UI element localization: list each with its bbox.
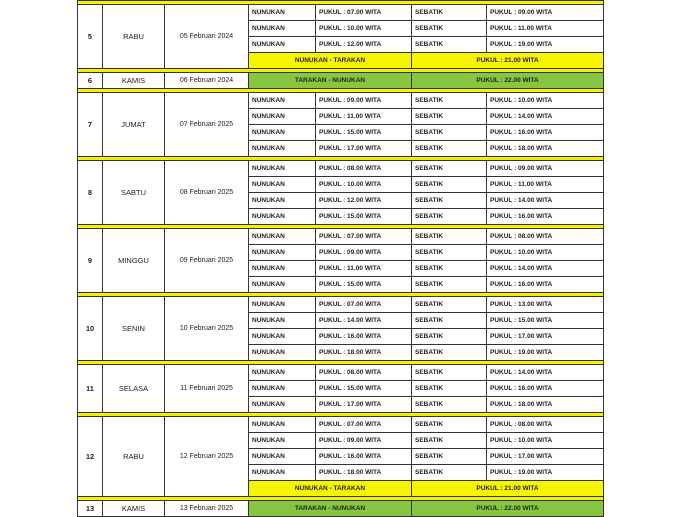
- day-date: 05 Februari 2024: [165, 5, 249, 69]
- departure-time: PUKUL : 09.00 WITA: [316, 433, 412, 449]
- day-name: RABU: [103, 417, 165, 497]
- return-origin: SEBATIK: [412, 313, 487, 329]
- return-time: PUKUL : 10.00 WITA: [487, 245, 604, 261]
- departure-time: PUKUL : 18.00 WITA: [316, 465, 412, 481]
- departure-origin: NUNUKAN: [249, 449, 316, 465]
- day-name: MINGGU: [103, 229, 165, 293]
- day-name: JUMAT: [103, 93, 165, 157]
- departure-origin: NUNUKAN: [249, 37, 316, 53]
- return-time: PUKUL : 11.00 WITA: [487, 177, 604, 193]
- route-banner: NUNUKAN - TARAKAN: [249, 481, 412, 497]
- departure-origin: NUNUKAN: [249, 21, 316, 37]
- return-time: PUKUL : 16.00 WITA: [487, 381, 604, 397]
- schedule-row: [78, 161, 604, 177]
- return-origin: SEBATIK: [412, 109, 487, 125]
- return-time: PUKUL : 08.00 WITA: [487, 229, 604, 245]
- schedule-row: [78, 297, 604, 313]
- departure-time: PUKUL : 15.00 WITA: [316, 125, 412, 141]
- return-origin: SEBATIK: [412, 365, 487, 381]
- departure-origin: NUNUKAN: [249, 261, 316, 277]
- day-date: 07 Februari 2025: [165, 93, 249, 157]
- departure-time: PUKUL : 07.00 WITA: [316, 297, 412, 313]
- day-date: 09 Februari 2025: [165, 229, 249, 293]
- return-origin: SEBATIK: [412, 417, 487, 433]
- departure-origin: NUNUKAN: [249, 417, 316, 433]
- departure-time: PUKUL : 11.00 WITA: [316, 109, 412, 125]
- day-date: 08 Februari 2025: [165, 161, 249, 225]
- return-origin: SEBATIK: [412, 193, 487, 209]
- departure-time: PUKUL : 11.00 WITA: [316, 261, 412, 277]
- departure-time: PUKUL : 17.00 WITA: [316, 141, 412, 157]
- return-origin: SEBATIK: [412, 141, 487, 157]
- departure-origin: NUNUKAN: [249, 5, 316, 21]
- departure-time: PUKUL : 09.00 WITA: [316, 93, 412, 109]
- return-origin: SEBATIK: [412, 93, 487, 109]
- departure-origin: NUNUKAN: [249, 433, 316, 449]
- departure-time: PUKUL : 10.00 WITA: [316, 21, 412, 37]
- departure-time: PUKUL : 18.00 WITA: [316, 345, 412, 361]
- return-time: PUKUL : 16.00 WITA: [487, 209, 604, 225]
- return-time: PUKUL : 08.00 WITA: [487, 417, 604, 433]
- departure-origin: NUNUKAN: [249, 313, 316, 329]
- schedule-row: [78, 93, 604, 109]
- return-origin: SEBATIK: [412, 449, 487, 465]
- return-origin: SEBATIK: [412, 5, 487, 21]
- day-number: 9: [78, 229, 103, 293]
- return-time: PUKUL : 14.00 WITA: [487, 109, 604, 125]
- return-origin: SEBATIK: [412, 345, 487, 361]
- day-name: KAMIS: [103, 501, 165, 517]
- departure-origin: NUNUKAN: [249, 345, 316, 361]
- return-time: PUKUL : 16.00 WITA: [487, 125, 604, 141]
- day-name: RABU: [103, 5, 165, 69]
- return-time: PUKUL : 17.00 WITA: [487, 449, 604, 465]
- return-time: PUKUL : 18.00 WITA: [487, 141, 604, 157]
- return-origin: SEBATIK: [412, 125, 487, 141]
- return-origin: SEBATIK: [412, 261, 487, 277]
- route-time-banner: PUKUL : 21.00 WITA: [412, 481, 604, 497]
- route-time-banner: PUKUL : 21.00 WITA: [412, 53, 604, 69]
- departure-time: PUKUL : 07.00 WITA: [316, 229, 412, 245]
- schedule-row: [78, 5, 604, 21]
- departure-origin: NUNUKAN: [249, 297, 316, 313]
- return-time: PUKUL : 14.00 WITA: [487, 261, 604, 277]
- return-time: PUKUL : 10.00 WITA: [487, 433, 604, 449]
- day-date: 06 Februari 2024: [165, 73, 249, 89]
- return-time: PUKUL : 10.00 WITA: [487, 93, 604, 109]
- day-number: 5: [78, 5, 103, 69]
- schedule-row: [78, 229, 604, 245]
- day-name: KAMIS: [103, 73, 165, 89]
- return-time: PUKUL : 19.00 WITA: [487, 465, 604, 481]
- departure-origin: NUNUKAN: [249, 193, 316, 209]
- departure-origin: NUNUKAN: [249, 125, 316, 141]
- return-time: PUKUL : 14.00 WITA: [487, 365, 604, 381]
- day-number: 6: [78, 73, 103, 89]
- schedule-day-row-cutoff: [78, 501, 604, 517]
- departure-time: PUKUL : 12.00 WITA: [316, 193, 412, 209]
- return-time: PUKUL : 19.00 WITA: [487, 345, 604, 361]
- schedule-row: [78, 365, 604, 381]
- departure-origin: NUNUKAN: [249, 109, 316, 125]
- departure-time: PUKUL : 15.00 WITA: [316, 277, 412, 293]
- departure-time: PUKUL : 08.00 WITA: [316, 365, 412, 381]
- day-number: 13: [78, 501, 103, 517]
- day-name: SABTU: [103, 161, 165, 225]
- day-number: 7: [78, 93, 103, 157]
- departure-time: PUKUL : 07.00 WITA: [316, 5, 412, 21]
- return-time: PUKUL : 17.00 WITA: [487, 329, 604, 345]
- schedule-day-row: [78, 73, 604, 89]
- return-origin: SEBATIK: [412, 433, 487, 449]
- return-time: PUKUL : 13.00 WITA: [487, 297, 604, 313]
- route-time-banner: PUKUL : 22.00 WITA: [412, 73, 604, 89]
- day-name: SENIN: [103, 297, 165, 361]
- route-banner: TARAKAN - NUNUKAN: [249, 73, 412, 89]
- return-time: PUKUL : 09.00 WITA: [487, 5, 604, 21]
- day-number: 12: [78, 417, 103, 497]
- return-time: PUKUL : 18.00 WITA: [487, 397, 604, 413]
- departure-origin: NUNUKAN: [249, 329, 316, 345]
- departure-origin: NUNUKAN: [249, 381, 316, 397]
- return-time: PUKUL : 09.00 WITA: [487, 161, 604, 177]
- departure-time: PUKUL : 16.00 WITA: [316, 449, 412, 465]
- departure-origin: NUNUKAN: [249, 277, 316, 293]
- departure-time: PUKUL : 07.00 WITA: [316, 417, 412, 433]
- return-origin: SEBATIK: [412, 161, 487, 177]
- departure-time: PUKUL : 15.00 WITA: [316, 209, 412, 225]
- day-name: SELASA: [103, 365, 165, 413]
- day-date: 10 Februari 2025: [165, 297, 249, 361]
- departure-origin: NUNUKAN: [249, 209, 316, 225]
- departure-origin: NUNUKAN: [249, 93, 316, 109]
- departure-origin: NUNUKAN: [249, 161, 316, 177]
- return-time: PUKUL : 14.00 WITA: [487, 193, 604, 209]
- departure-time: PUKUL : 15.00 WITA: [316, 381, 412, 397]
- departure-time: PUKUL : 17.00 WITA: [316, 397, 412, 413]
- route-banner: NUNUKAN - TARAKAN: [249, 53, 412, 69]
- return-origin: SEBATIK: [412, 297, 487, 313]
- return-origin: SEBATIK: [412, 177, 487, 193]
- departure-time: PUKUL : 10.00 WITA: [316, 177, 412, 193]
- ferry-schedule-table: [77, 0, 604, 517]
- return-origin: SEBATIK: [412, 209, 487, 225]
- route-time-banner: PUKUL : 22.00 WITA: [412, 501, 604, 517]
- return-origin: SEBATIK: [412, 37, 487, 53]
- day-date: 13 Februari 2025: [165, 501, 249, 517]
- departure-time: PUKUL : 08.00 WITA: [316, 161, 412, 177]
- return-origin: SEBATIK: [412, 329, 487, 345]
- return-origin: SEBATIK: [412, 465, 487, 481]
- departure-origin: NUNUKAN: [249, 365, 316, 381]
- return-origin: SEBATIK: [412, 229, 487, 245]
- return-time: PUKUL : 19.00 WITA: [487, 37, 604, 53]
- day-number: 8: [78, 161, 103, 225]
- departure-time: PUKUL : 09.00 WITA: [316, 245, 412, 261]
- return-time: PUKUL : 15.00 WITA: [487, 313, 604, 329]
- departure-time: PUKUL : 12.00 WITA: [316, 37, 412, 53]
- return-origin: SEBATIK: [412, 21, 487, 37]
- departure-origin: NUNUKAN: [249, 229, 316, 245]
- route-banner: TARAKAN - NUNUKAN: [249, 501, 412, 517]
- return-origin: SEBATIK: [412, 245, 487, 261]
- departure-origin: NUNUKAN: [249, 141, 316, 157]
- day-number: 11: [78, 365, 103, 413]
- departure-origin: NUNUKAN: [249, 177, 316, 193]
- departure-origin: NUNUKAN: [249, 245, 316, 261]
- return-time: PUKUL : 11.00 WITA: [487, 21, 604, 37]
- return-origin: SEBATIK: [412, 381, 487, 397]
- return-time: PUKUL : 16.00 WITA: [487, 277, 604, 293]
- departure-time: PUKUL : 14.00 WITA: [316, 313, 412, 329]
- schedule-row: [78, 417, 604, 433]
- day-date: 12 Februari 2025: [165, 417, 249, 497]
- departure-time: PUKUL : 16.00 WITA: [316, 329, 412, 345]
- day-date: 11 Februari 2025: [165, 365, 249, 413]
- return-origin: SEBATIK: [412, 397, 487, 413]
- day-number: 10: [78, 297, 103, 361]
- departure-origin: NUNUKAN: [249, 465, 316, 481]
- departure-origin: NUNUKAN: [249, 397, 316, 413]
- return-origin: SEBATIK: [412, 277, 487, 293]
